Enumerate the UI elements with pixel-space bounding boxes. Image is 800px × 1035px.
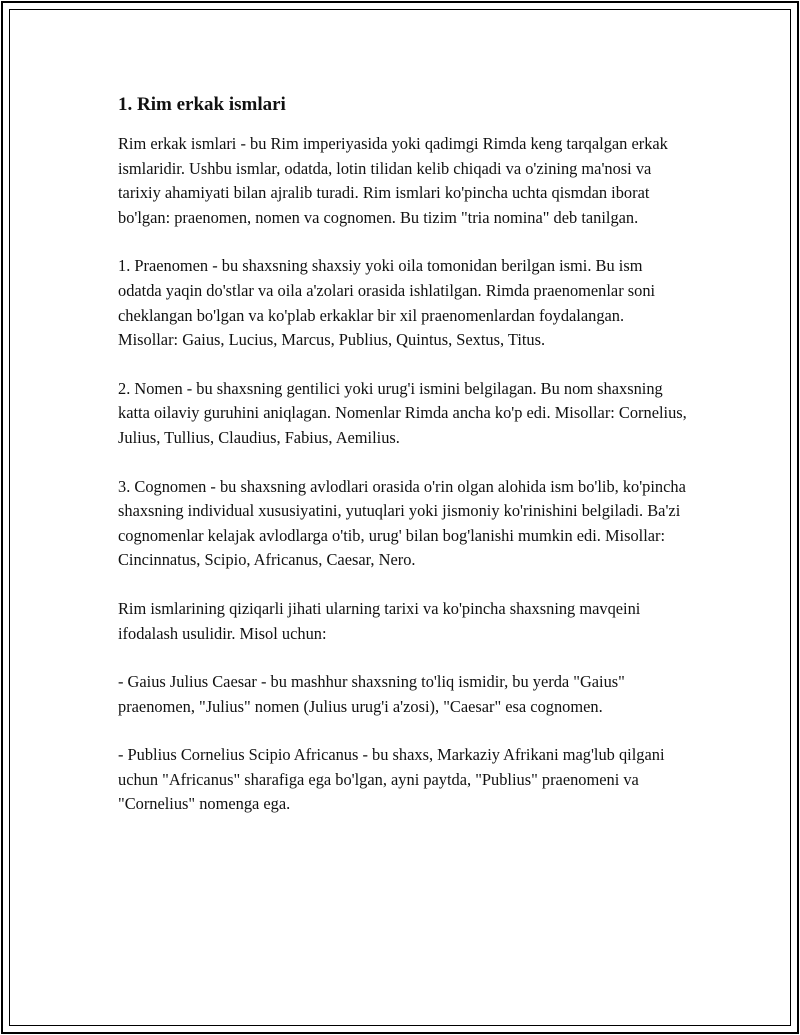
section-heading: 1. Rim erkak ismlari [118, 94, 286, 115]
example-scipio-paragraph: - Publius Cornelius Scipio Africanus - bu shaxs, Markaziy Afrikani mag'lub qilgani uchun "Africanus" sharafiga ega bo'lgan, ayni paytda, "Publius" praenomeni va "Cornelius" nomenga ega. [118, 745, 665, 814]
intro-paragraph: Rim erkak ismlari - bu Rim imperiyasida yoki qadimgi Rimda keng tarqalgan erkak ismlaridir. Ushbu ismlar, odatda, lotin tilidan kelib chiqadi va o'zining ma'nosi va tarixiy ahamiyati bilan ajralib turadi. Rim ismlari ko'pincha uchta qismdan iborat bo'lgan: praenomen, nomen va cognomen. Bu tizim "tria nomina" deb tanilgan. [118, 134, 668, 227]
cognomen-paragraph: 3. Cognomen - bu shaxsning avlodlari orasida o'rin olgan alohida ism bo'lib, ko'pincha shaxsning individual xususiyatini, yutuqlari yoki jismoniy ko'rinishini belgiladi. Ba'zi cognomenlar kelajak avlodlarga o'tib, urug' bilan bog'lanishi mumkin edi. Misollar: Cincinnatus, Scipio, Africanus, Caesar, Nero. [118, 476, 686, 570]
examples-intro-paragraph: Rim ismlarining qiziqarli jihati ularning tarixi va ko'pincha shaxsning mavqeini ifodalash usulidir. Misol uchun: [118, 598, 641, 643]
document-body [118, 92, 688, 841]
example-caesar-paragraph: - Gaius Julius Caesar - bu mashhur shaxsning to'liq ismidir, bu yerda "Gaius" praenomen, "Julius" nomen (Julius urug'i a'zosi), "Caesar" esa cognomen. [118, 672, 625, 716]
praenomen-paragraph: 1. Praenomen - bu shaxsning shaxsiy yoki oila tomonidan berilgan ismi. Bu ism odatda yaqin do'stlar va oila a'zolari orasida ishlatilgan. Rimda praenomenlar soni cheklangan bo'lgan va ko'plab erkaklar bir xil praenomenlardan foydalangan. Misollar: Gaius, Lucius, Marcus, Publius, Quintus, Sextus, Titus. [118, 256, 656, 350]
nomen-paragraph: 2. Nomen - bu shaxsning gentilici yoki urug'i ismini belgilagan. Bu nom shaxsning katta oilaviy guruhini aniqlagan. Nomenlar Rimda ancha ko'p edi. Misollar: Cornelius, Julius, Tullius, Claudius, Fabius, Aemilius. [118, 378, 687, 447]
